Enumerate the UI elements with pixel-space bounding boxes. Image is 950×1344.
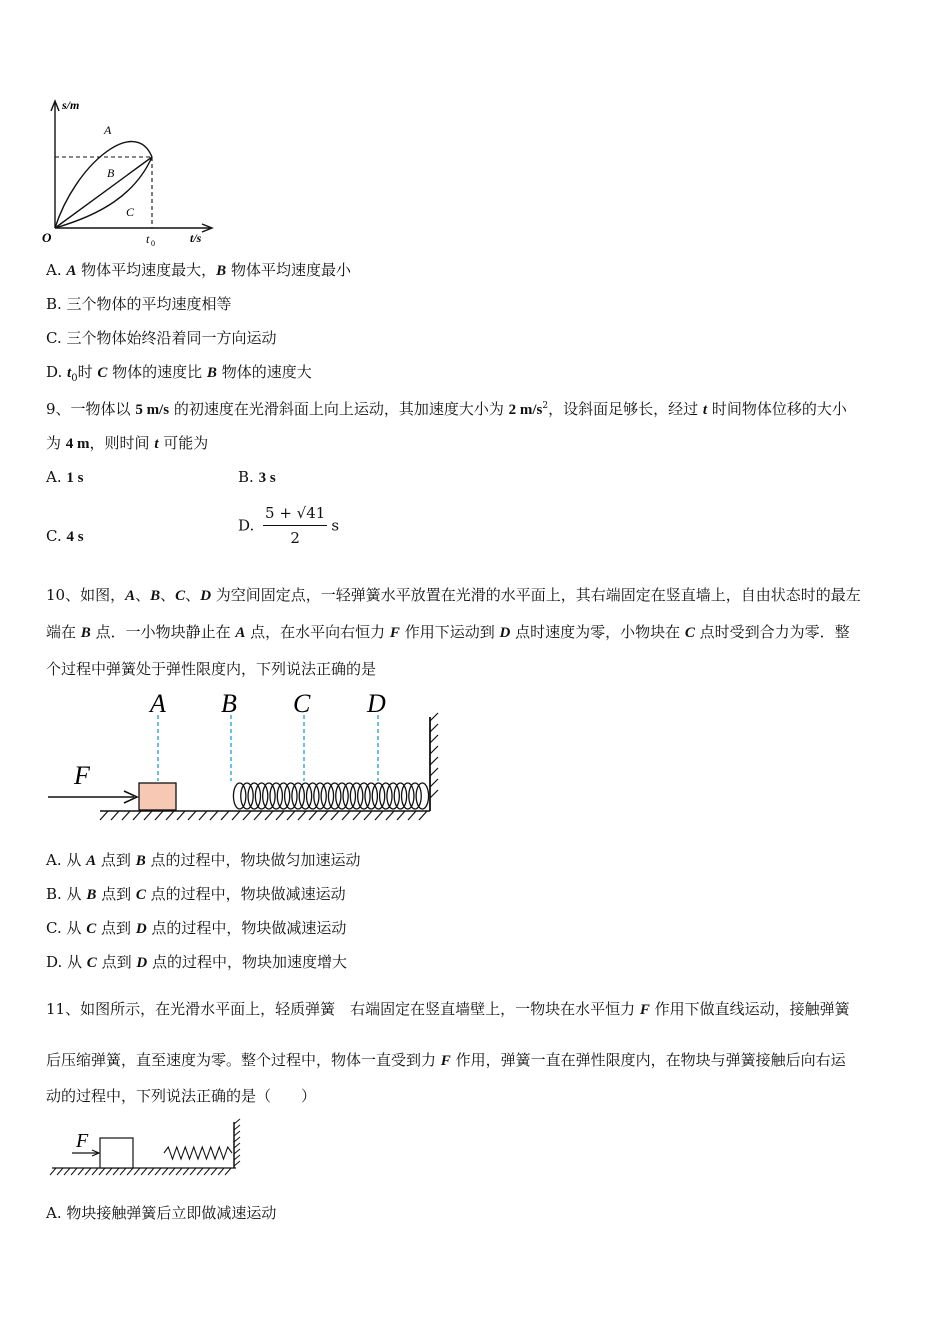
- var: F: [639, 1002, 650, 1018]
- hatch-mark: [122, 811, 130, 820]
- hatch-mark: [287, 811, 295, 820]
- spring-coil: [387, 783, 399, 809]
- option-text: B. 从: [46, 885, 87, 903]
- q8-option-d[interactable]: [46, 362, 312, 389]
- text: 的初速度在光滑斜面上向上运动，其加速度大小为: [169, 400, 509, 418]
- text: 为: [46, 434, 66, 452]
- hatch-mark: [144, 811, 152, 820]
- spring-coil: [285, 783, 297, 809]
- point-b-label: B: [221, 689, 237, 718]
- hatch-mark: [211, 1168, 217, 1175]
- hatch-mark: [127, 1168, 133, 1175]
- var: t: [67, 365, 72, 381]
- hatch-mark: [169, 1168, 175, 1175]
- var: F: [389, 625, 400, 641]
- origin-label: O: [42, 230, 52, 245]
- spring-coil: [248, 783, 260, 809]
- hatch-mark: [50, 1168, 56, 1175]
- spring-coil: [394, 783, 406, 809]
- hatch-mark: [177, 811, 185, 820]
- var: D: [499, 625, 511, 641]
- hatch-mark: [298, 811, 306, 820]
- hatch-mark: [234, 1143, 240, 1148]
- var: C: [684, 625, 695, 641]
- q11-stem-line-3: [46, 1086, 316, 1106]
- text: 时间物体位移的大小: [707, 400, 847, 418]
- spring-coil: [270, 783, 282, 809]
- text: 动的过程中，下列说法正确的是（ ）: [46, 1087, 317, 1105]
- option-text: 点的过程中，物块加速度增大: [147, 953, 347, 971]
- spring-coil: [358, 783, 370, 809]
- hatch-mark: [234, 1161, 240, 1166]
- denominator: 2: [290, 529, 300, 547]
- spring-coil: [402, 783, 414, 809]
- option-text: 点到: [96, 953, 137, 971]
- hatch-mark: [210, 811, 218, 820]
- hatch-mark: [232, 811, 240, 820]
- hatch-mark: [386, 811, 394, 820]
- hatch-mark: [234, 1131, 240, 1136]
- var: B: [216, 263, 227, 279]
- option-label: C.: [46, 527, 67, 545]
- curve-b-label: B: [107, 166, 115, 180]
- q9-option-b[interactable]: [238, 467, 276, 488]
- var: t: [154, 436, 159, 452]
- q11-stem-line-2: [46, 1050, 846, 1071]
- hatch-mark: [166, 811, 174, 820]
- option-text: D.: [46, 363, 68, 381]
- option-text: 点的过程中，物块做减速运动: [146, 919, 347, 937]
- value: 5 m/s: [135, 402, 170, 418]
- var: C: [86, 955, 97, 971]
- hatch-mark: [430, 779, 438, 787]
- value: 2 m/s: [508, 402, 543, 418]
- hatch-mark: [57, 1168, 63, 1175]
- hatch-mark: [197, 1168, 203, 1175]
- hatch-mark: [111, 811, 119, 820]
- spring-coil: [255, 783, 267, 809]
- q9-stem-line-2: [46, 433, 208, 454]
- hatch-mark: [133, 811, 141, 820]
- spring-coil: [416, 783, 428, 809]
- hatch-mark: [430, 746, 438, 754]
- text: 作用下运动到: [399, 623, 500, 641]
- point-c-label: C: [293, 689, 311, 718]
- text: 9、一物体以: [46, 400, 136, 418]
- hatch-mark: [106, 1168, 112, 1175]
- force-label: F: [76, 1130, 89, 1152]
- text: 作用下做直线运动，接触弹簧: [649, 1000, 850, 1018]
- q9-option-c[interactable]: [46, 526, 84, 547]
- superscript: 2: [542, 401, 549, 411]
- hatch-mark: [408, 811, 416, 820]
- q10-option-b[interactable]: [46, 884, 346, 905]
- text: 可能为: [158, 434, 209, 452]
- q11-stem-line-1: [46, 999, 850, 1020]
- text: 、: [185, 586, 201, 604]
- hatch-mark: [430, 790, 438, 798]
- hatch-mark: [199, 811, 207, 820]
- text: 后压缩弹簧，直至速度为零。整个过程中，物体一直受到力: [46, 1051, 441, 1069]
- q8-option-a[interactable]: [46, 260, 351, 281]
- hatch-mark: [331, 811, 339, 820]
- hatch-mark: [218, 1168, 224, 1175]
- force-label: F: [74, 761, 90, 790]
- q10-stem-line-1: [46, 585, 861, 606]
- spring-coil: [277, 783, 289, 809]
- var: D: [136, 955, 148, 971]
- hatch-mark: [99, 1168, 105, 1175]
- hatch-mark: [430, 713, 438, 721]
- spring-coil: [263, 783, 275, 809]
- option-text: 时: [77, 363, 98, 381]
- hatch-mark: [276, 811, 284, 820]
- hatch-mark: [100, 811, 108, 820]
- q10-stem-line-3: [46, 659, 376, 679]
- point-a-label: A: [150, 689, 166, 718]
- hatch-mark: [155, 811, 163, 820]
- hatch-mark: [141, 1168, 147, 1175]
- hatch-mark: [162, 1168, 168, 1175]
- var: B: [135, 853, 146, 869]
- hatch-mark: [134, 1168, 140, 1175]
- text: 端在: [46, 623, 81, 641]
- option-text: 点到: [96, 885, 136, 903]
- subscript: 0: [71, 373, 78, 384]
- var: A: [66, 263, 77, 279]
- option-value: 1 s: [66, 470, 84, 486]
- spring-block-figure: [44, 685, 444, 830]
- hatch-mark: [78, 1168, 84, 1175]
- hatch-mark: [190, 1168, 196, 1175]
- hatch-mark: [92, 1168, 98, 1175]
- hatch-mark: [176, 1168, 182, 1175]
- option-text: A.: [46, 261, 67, 279]
- hatch-mark: [309, 811, 317, 820]
- option-text: 点到: [96, 919, 136, 937]
- hatch-mark: [234, 1125, 240, 1130]
- q8-option-c[interactable]: [46, 328, 276, 348]
- var: B: [150, 588, 161, 604]
- q8-option-b[interactable]: [46, 294, 232, 314]
- fraction: [263, 503, 327, 548]
- numerator: 5 + √41: [263, 503, 327, 526]
- t0-label: t: [146, 232, 150, 246]
- q10-option-d[interactable]: [46, 952, 347, 973]
- var: A: [86, 853, 97, 869]
- hatch-mark: [375, 811, 383, 820]
- x-axis-label: t/s: [190, 231, 202, 245]
- option-value: 4 s: [66, 529, 84, 545]
- spring-coil: [321, 783, 333, 809]
- text: 11、如图所示，在光滑水平面上，轻质弹簧 右端固定在竖直墙壁上，一物块在水平恒力: [46, 1000, 640, 1018]
- hatch-mark: [225, 1168, 231, 1175]
- text: 作用，弹簧一直在弹性限度内，在物块与弹簧接触后向右运: [450, 1051, 846, 1069]
- hatch-mark: [204, 1168, 210, 1175]
- hatch-mark: [234, 1119, 240, 1124]
- option-text: C. 从: [46, 919, 87, 937]
- hatch-mark: [234, 1155, 240, 1160]
- curve-a-label: A: [104, 123, 112, 137]
- spring-coil: [365, 783, 377, 809]
- q10-option-c[interactable]: [46, 918, 346, 939]
- curve-c-label: C: [126, 205, 135, 219]
- var: C: [135, 887, 146, 903]
- text: 、: [160, 586, 176, 604]
- spring-coil: [314, 783, 326, 809]
- option-text: 点的过程中，物块做减速运动: [145, 885, 346, 903]
- hatch-mark: [113, 1168, 119, 1175]
- hatch-mark: [430, 768, 438, 776]
- option-label: D.: [238, 516, 260, 535]
- option-text: 点到: [96, 851, 136, 869]
- option-label: B.: [238, 468, 259, 486]
- option-text: C. 三个物体始终沿着同一方向运动: [46, 329, 277, 347]
- spring-coil: [409, 783, 421, 809]
- hatch-mark: [430, 724, 438, 732]
- hatch-mark: [120, 1168, 126, 1175]
- text: 点．一小物块静止在: [90, 623, 236, 641]
- value: 4 m: [65, 436, 90, 452]
- text: 点时速度为零，小物块在: [510, 623, 685, 641]
- text: 10、如图，: [46, 586, 126, 604]
- hatch-mark: [243, 811, 251, 820]
- q10-option-a[interactable]: [46, 850, 361, 871]
- var: D: [135, 921, 147, 937]
- hatch-mark: [85, 1168, 91, 1175]
- spring-coil: [328, 783, 340, 809]
- hatch-mark: [188, 811, 196, 820]
- hatch-mark: [71, 1168, 77, 1175]
- hatch-mark: [364, 811, 372, 820]
- q9-stem-line-1: [46, 396, 847, 420]
- spring-coil: [299, 783, 311, 809]
- var: B: [206, 365, 217, 381]
- hatch-mark: [320, 811, 328, 820]
- var: C: [86, 921, 97, 937]
- var: A: [235, 625, 246, 641]
- hatch-mark: [430, 735, 438, 743]
- text: 点，在水平向右恒力: [245, 623, 390, 641]
- var: C: [97, 365, 108, 381]
- spring-coil: [292, 783, 304, 809]
- spring-wall-figure: [46, 1118, 246, 1180]
- y-axis-label: s/m: [62, 98, 80, 112]
- text: 点时受到合力为零．整: [694, 623, 850, 641]
- spring-coil: [343, 783, 355, 809]
- option-text: 物体的速度大: [216, 363, 312, 381]
- var: D: [200, 588, 212, 604]
- spring-coil: [336, 783, 348, 809]
- hatch-mark: [148, 1168, 154, 1175]
- text: 、: [135, 586, 151, 604]
- option-text: 物体平均速度最小: [226, 261, 351, 279]
- text: 为空间固定点，一轻弹簧水平放置在光滑的水平面上，其右端固定在竖直墙上，自由状态时的最左: [211, 586, 861, 604]
- hatch-mark: [221, 811, 229, 820]
- hatch-mark: [430, 757, 438, 765]
- hatch-mark: [155, 1168, 161, 1175]
- option-text: B. 三个物体的平均速度相等: [46, 295, 232, 313]
- spring-coil: [350, 783, 362, 809]
- text: ，设斜面足够长，经过: [548, 400, 703, 418]
- t0-subscript: 0: [151, 239, 155, 248]
- hatch-mark: [64, 1168, 70, 1175]
- var: F: [440, 1053, 451, 1069]
- text: ，则时间: [89, 434, 155, 452]
- option-text: 物体平均速度最大，: [76, 261, 217, 279]
- hatch-mark: [234, 1149, 240, 1154]
- var: A: [125, 588, 136, 604]
- hatch-mark: [265, 811, 273, 820]
- hatch-mark: [419, 811, 427, 820]
- spring-coil: [380, 783, 392, 809]
- point-d-label: D: [367, 689, 386, 718]
- q9-option-a[interactable]: [46, 467, 83, 488]
- var: B: [80, 625, 91, 641]
- spring-coil: [233, 783, 245, 809]
- var: B: [86, 887, 97, 903]
- option-value: 3 s: [258, 470, 276, 486]
- st-graph: [40, 95, 230, 255]
- hatch-mark: [234, 1137, 240, 1142]
- option-text: D. 从: [46, 953, 87, 971]
- spring-coil: [372, 783, 384, 809]
- text: 个过程中弹簧处于弹性限度内，下列说法正确的是: [46, 660, 377, 678]
- hatch-mark: [397, 811, 405, 820]
- option-label: A.: [46, 468, 67, 486]
- spring-coil: [241, 783, 253, 809]
- var: C: [175, 588, 186, 604]
- q9-option-d[interactable]: [238, 503, 339, 548]
- option-text: A. 物块接触弹簧后立即做减速运动: [46, 1204, 277, 1222]
- hatch-mark: [254, 811, 262, 820]
- unit: s: [331, 516, 340, 535]
- q10-stem-line-2: [46, 622, 850, 643]
- option-text: 点的过程中，物块做匀加速运动: [145, 851, 361, 869]
- var: t: [702, 402, 708, 418]
- spring-coil: [307, 783, 319, 809]
- option-text: A. 从: [46, 851, 87, 869]
- hatch-mark: [342, 811, 350, 820]
- option-text: 物体的速度比: [107, 363, 207, 381]
- hatch-mark: [183, 1168, 189, 1175]
- q11-option-a[interactable]: [46, 1203, 276, 1223]
- hatch-mark: [353, 811, 361, 820]
